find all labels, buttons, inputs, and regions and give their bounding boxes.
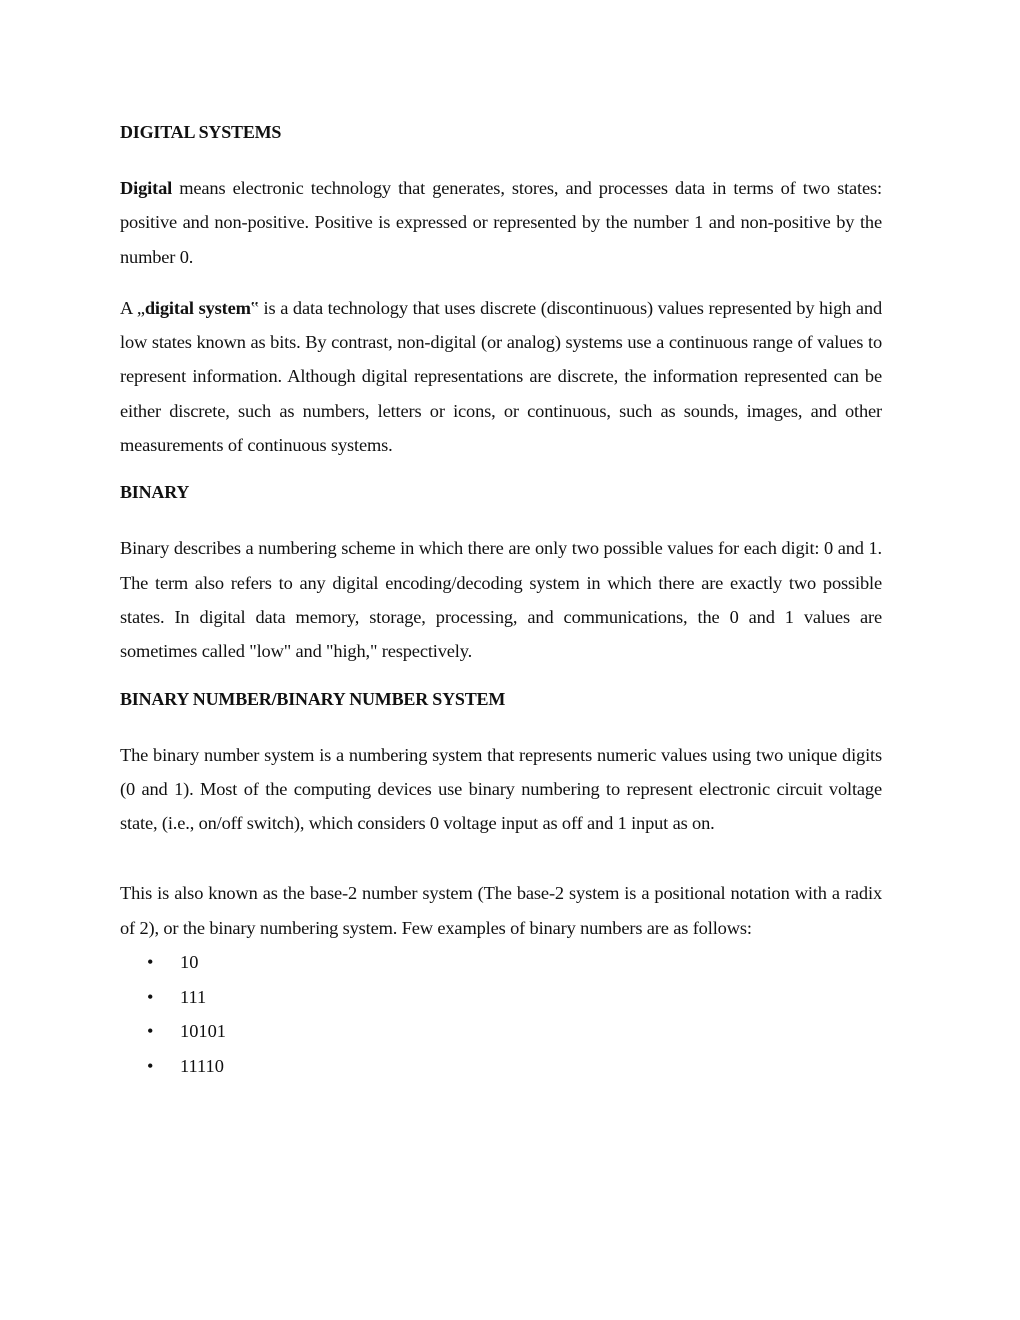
list-item-text: 10 [180,952,199,973]
list-item-text: 111 [180,986,207,1007]
heading-binary-number-system: BINARY NUMBER/BINARY NUMBER SYSTEM [120,688,506,709]
paragraph-digital-system [120,291,882,462]
paragraph-text: means electronic technology that generates, stores, and processes data in terms of two states: positive and non-positive. Positive is expressed or represented by the number 1 and non-positive by the number 0. [120,178,882,267]
paragraph-digital-definition [120,171,882,274]
paragraph-text: ‟ is a data technology that uses discrete (discontinuous) values represented by high and low states known as bits. By contrast, non-digital (or analog) systems use a continuous range of values to represent information. Although digital representations are discrete, the information represented can be either discrete, such as numbers, letters or icons, or continuous, such as sounds, images, and other measurements of continuous systems. [120,297,882,456]
list-item [120,1049,882,1084]
list-item-text: 10101 [180,1021,226,1042]
list-item [120,945,882,980]
bold-term-digital: Digital [120,178,173,198]
list-item [120,1014,882,1049]
paragraph-binary: Binary describes a numbering scheme in which there are only two possible values for each digit: 0 and 1. The term also refers to any digital encoding/decoding system in which there are exactly two possible states. In digital data memory, storage, processing, and communications, the 0 and 1 values are sometimes called "low" and "high," respectively. [120,538,882,662]
bullet-icon: • [147,1021,154,1042]
bold-term-digital-system: digital system [144,297,251,318]
bullet-icon: • [147,986,154,1007]
binary-examples-list [120,945,882,1084]
bullet-icon: • [147,952,154,973]
list-item-text: 11110 [180,1056,224,1077]
paragraph-base-2: This is also known as the base-2 number system (The base-2 system is a positional notation with a radix of 2), or the binary numbering system. Few examples of binary numbers are as follows: [120,883,882,938]
paragraph-binary-number-system: The binary number system is a numbering system that represents numeric values using two unique digits (0 and 1). Most of the computing devices use binary numbering to represent electronic circuit voltage state, (i.e., on/off switch), which considers 0 voltage input as off and 1 input as on. [120,744,882,834]
bullet-icon: • [147,1056,154,1077]
document-page [120,119,882,1084]
list-item [120,980,882,1015]
heading-binary: BINARY [120,482,190,503]
heading-digital-systems: DIGITAL SYSTEMS [120,122,282,142]
paragraph-prefix: A „ [120,297,145,318]
